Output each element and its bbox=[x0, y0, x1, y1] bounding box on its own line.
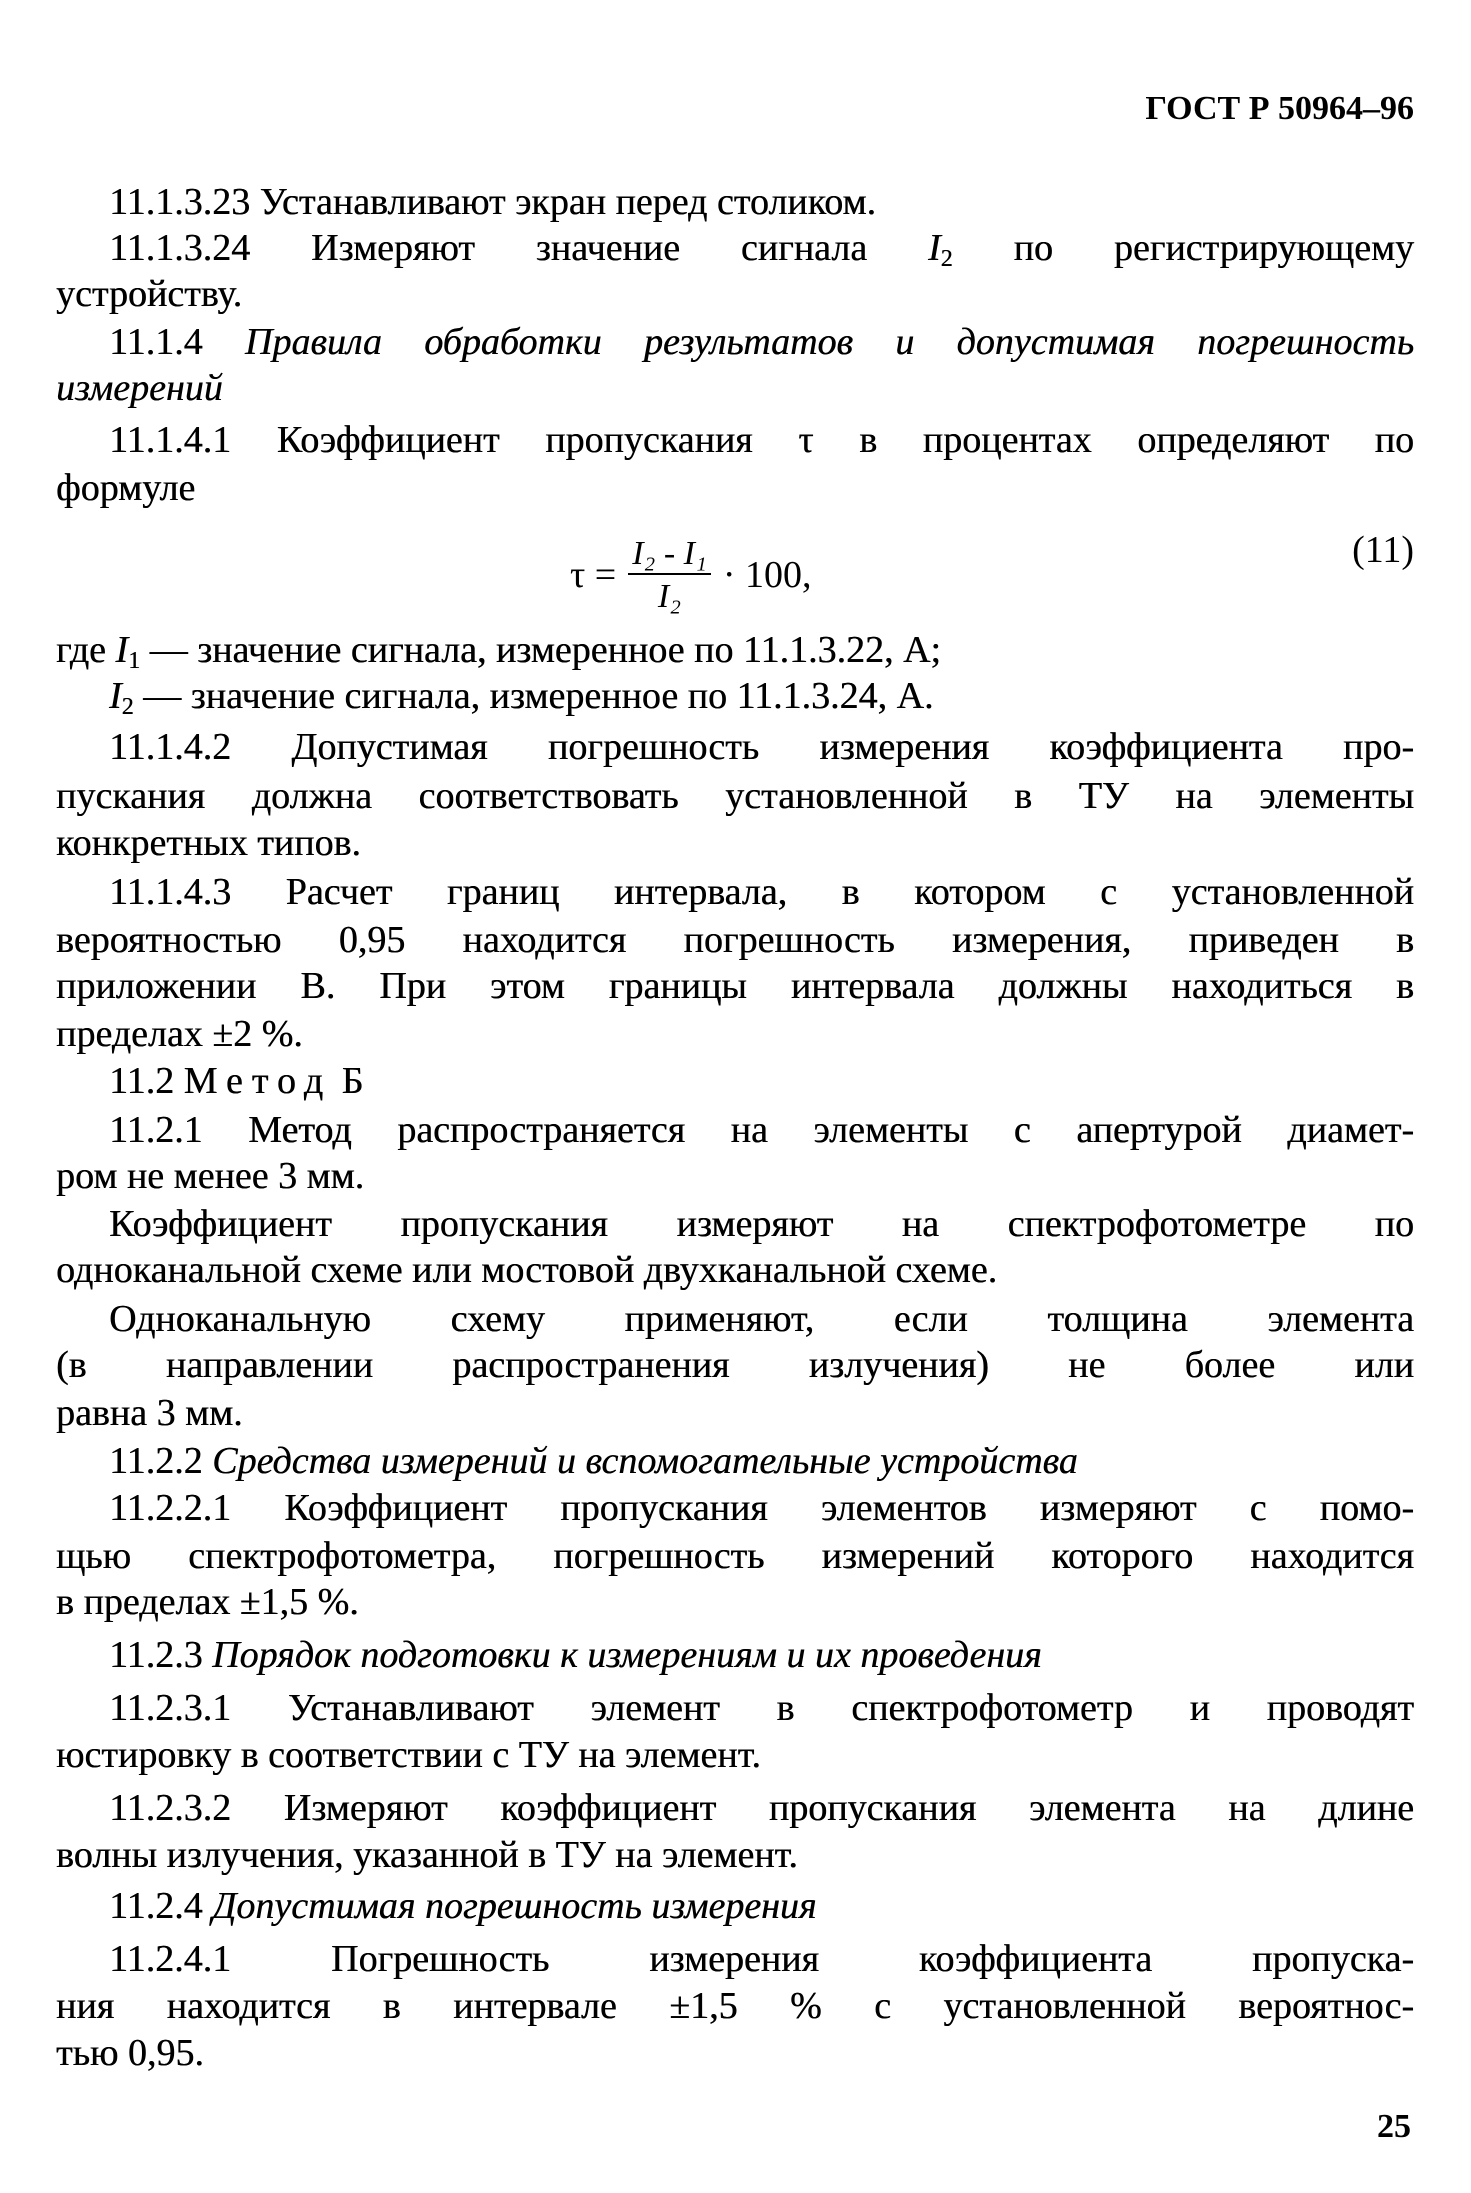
paragraph-line: 11.2.3.2 Измеряют коэффициент пропускания элемента на длине bbox=[109, 1787, 1414, 1829]
paragraph-line: Одноканальную схему применяют, если толщина элемента bbox=[109, 1298, 1414, 1340]
section-heading bbox=[109, 320, 1414, 364]
page-number: 25 bbox=[1377, 2108, 1411, 2145]
formula bbox=[570, 530, 811, 620]
method-heading bbox=[109, 1059, 1414, 1103]
section-heading bbox=[109, 1884, 1414, 1928]
paragraph-line: ния находится в интервале ±1,5 % с установленной вероятнос- bbox=[56, 1985, 1414, 2027]
text: 11.1.3.24 Измеряют значение сигнала bbox=[109, 227, 868, 269]
text: 11.1.4.1 Коэффициент пропускания bbox=[109, 419, 753, 461]
paragraph-line: вероятностью 0,95 находится погрешность измерения, приведен в bbox=[56, 919, 1414, 961]
section-title-cont: измерений bbox=[56, 367, 223, 409]
section-number: 11.2.4 bbox=[109, 1885, 203, 1927]
paragraph-line: 11.2.2.1 Коэффициент пропускания элементов измеряют с помо- bbox=[109, 1487, 1414, 1529]
section-number: 11.2 bbox=[109, 1060, 175, 1102]
paragraph-line: конкретных типов. bbox=[56, 822, 361, 864]
section-title: Правила обработки результатов и допустимая погрешность bbox=[244, 321, 1414, 363]
paragraph-line: щью спектрофотометра, погрешность измерений которого находится bbox=[56, 1535, 1414, 1577]
fraction bbox=[628, 535, 711, 615]
paragraph-line: одноканальной схеме или мостовой двухканальной схеме. bbox=[56, 1249, 998, 1291]
text: — значение сигнала, измеренное по 11.1.3.22, А; bbox=[149, 629, 941, 671]
where-line bbox=[109, 674, 1414, 718]
formula-lhs: τ = bbox=[570, 554, 617, 596]
subscript: 1 bbox=[128, 648, 141, 674]
paragraph-line: устройству. bbox=[56, 273, 243, 315]
method-word: Метод bbox=[183, 1060, 333, 1102]
numerator: I₂ - I₁ bbox=[628, 535, 711, 575]
paragraph-line: 11.2.3.1 Устанавливают элемент в спектрофотометр и проводят bbox=[109, 1687, 1414, 1729]
paragraph-line: 11.2.1 Метод распространяется на элементы с апертурой диамет- bbox=[109, 1109, 1414, 1151]
subscript: 2 bbox=[940, 246, 953, 272]
section-title: Порядок подготовки к измерениям и их проведения bbox=[212, 1634, 1042, 1676]
paragraph-line bbox=[109, 226, 1414, 270]
paragraph-line: юстировку в соответствии с ТУ на элемент. bbox=[56, 1734, 761, 1776]
symbol-i1: I bbox=[115, 629, 129, 671]
section-number: 11.1.4 bbox=[109, 321, 203, 363]
section-title: Средства измерений и вспомогательные устройства bbox=[212, 1440, 1078, 1482]
paragraph-line: волны излучения, указанной в ТУ на элемент. bbox=[56, 1834, 798, 1876]
section-heading bbox=[109, 1633, 1414, 1677]
method-letter: Б bbox=[341, 1060, 364, 1102]
symbol-tau: τ bbox=[798, 419, 814, 461]
text: где bbox=[56, 629, 106, 671]
symbol-i2: I bbox=[109, 675, 122, 717]
section-number: 11.2.3 bbox=[109, 1634, 203, 1676]
paragraph-line: Коэффициент пропускания измеряют на спектрофотометре по bbox=[109, 1203, 1414, 1245]
section-number: 11.2.2 bbox=[109, 1440, 203, 1482]
subscript: 2 bbox=[121, 694, 134, 720]
paragraph-line: равна 3 мм. bbox=[56, 1392, 243, 1434]
symbol-i2: I bbox=[928, 227, 941, 269]
equation-number: (11) bbox=[1352, 529, 1414, 571]
where-line bbox=[56, 628, 1414, 672]
paragraph-line: приложении В. При этом границы интервала должны находиться в bbox=[56, 965, 1414, 1007]
paragraph-line: пределах ±2 %. bbox=[56, 1013, 303, 1055]
paragraph-line: пускания должна соответствовать установленной в ТУ на элементы bbox=[56, 775, 1414, 817]
paragraph-line: 11.1.3.23 Устанавливают экран перед столиком. bbox=[109, 181, 876, 223]
section-heading bbox=[109, 1439, 1414, 1483]
section-title: Допустимая погрешность измерения bbox=[212, 1885, 817, 1927]
denominator: I₂ bbox=[657, 578, 682, 615]
paragraph-line: 11.1.4.3 Расчет границ интервала, в котором с установленной bbox=[109, 871, 1414, 913]
paragraph-line: формуле bbox=[56, 467, 196, 509]
text: — значение сигнала, измеренное по 11.1.3.24, А. bbox=[143, 675, 934, 717]
paragraph-line bbox=[109, 418, 1414, 462]
paragraph-line: (в направлении распространения излучения) не более или bbox=[56, 1344, 1414, 1386]
paragraph-line: 11.2.4.1 Погрешность измерения коэффициента пропуска- bbox=[109, 1938, 1414, 1980]
paragraph-line: ром не менее 3 мм. bbox=[56, 1155, 365, 1197]
paragraph-line: в пределах ±1,5 %. bbox=[56, 1581, 359, 1623]
paragraph-line: тью 0,95. bbox=[56, 2032, 204, 2074]
text: в процентах определяют по bbox=[859, 419, 1415, 461]
standard-header: ГОСТ Р 50964–96 bbox=[1145, 90, 1414, 127]
formula-rhs: · 100, bbox=[722, 554, 812, 596]
text: по регистрирующему bbox=[1013, 227, 1414, 269]
paragraph-line: 11.1.4.2 Допустимая погрешность измерения коэффициента про- bbox=[109, 726, 1414, 768]
